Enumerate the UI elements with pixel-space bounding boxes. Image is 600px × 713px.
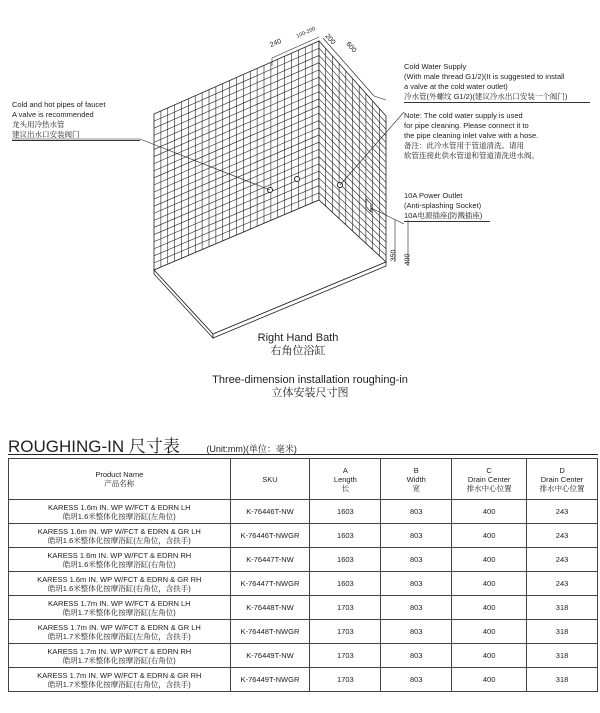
- dim-200: 200: [323, 32, 337, 47]
- header-line: Drain Center: [540, 474, 584, 484]
- product-name-cell: [9, 668, 231, 692]
- note-line: 冷水管(外螺纹 G1/2)(建议冷水出口安装一个阀门): [404, 92, 568, 101]
- dimension-line: [374, 96, 386, 100]
- column-header: [9, 459, 231, 500]
- faucet-pipes-note: [12, 100, 140, 141]
- sku-cell: K-76447T-NWGR: [230, 572, 310, 596]
- dim-100-200: 100-200: [295, 26, 317, 40]
- product-name-cell: [9, 596, 231, 620]
- b-cell: 803: [381, 548, 452, 572]
- table-row: [9, 572, 598, 596]
- header-line: Length: [333, 474, 357, 484]
- note-line: A valve is recommended: [12, 110, 94, 119]
- product-name: KARESS 1.6m IN. WP W/FCT & EDRN & GR RH: [37, 574, 202, 584]
- note-line: the pipe cleaning inlet valve with a hose.: [404, 131, 539, 140]
- header-line: A: [342, 465, 348, 475]
- b-cell: 803: [381, 596, 452, 620]
- sku-cell: K-76448T-NW: [230, 596, 310, 620]
- product-name: KARESS 1.7m IN. WP W/FCT & EDRN & GR RH: [37, 670, 202, 680]
- table-row: [9, 596, 598, 620]
- product-name-cell: [9, 572, 231, 596]
- product-name-cell: [9, 500, 231, 524]
- note-line: Cold and hot pipes of faucet: [12, 100, 106, 109]
- table-row: [9, 620, 598, 644]
- column-header: [452, 459, 527, 500]
- header-line: 长: [341, 483, 350, 493]
- d-cell: 318: [527, 620, 598, 644]
- product-cn: 皓玥1.7米整体化按摩浴缸(左角位): [62, 607, 176, 617]
- note-line: (Anti-splashing Socket): [404, 201, 482, 210]
- note-line: 10A Power Outlet: [404, 191, 463, 200]
- c-cell: 400: [452, 596, 527, 620]
- column-header: [310, 459, 381, 500]
- d-cell: 243: [527, 500, 598, 524]
- roughing-in-table: [8, 458, 598, 692]
- product-cn: 皓玥1.6米整体化按摩浴缸(右角位，含扶手): [47, 583, 191, 593]
- d-cell: 318: [527, 644, 598, 668]
- sku-cell: K-76449T-NWGR: [230, 668, 310, 692]
- d-cell: 243: [527, 572, 598, 596]
- caption-line: Right Hand Bath: [257, 332, 339, 344]
- header-line: 产品名称: [104, 479, 135, 488]
- column-header: [381, 459, 452, 500]
- a-cell: 1603: [310, 572, 381, 596]
- d-cell: 318: [527, 596, 598, 620]
- c-cell: 400: [452, 572, 527, 596]
- table-row: [9, 668, 598, 692]
- caption-line: 右角位浴缸: [270, 345, 326, 357]
- header-line: C: [486, 465, 492, 475]
- header-line: D: [559, 465, 565, 475]
- caption-line: Three-dimension installation roughing-in: [212, 374, 408, 386]
- header-line: 排水中心位置: [539, 483, 585, 493]
- pipe-outlet-icon: [295, 177, 300, 182]
- column-header: [230, 459, 310, 500]
- note-line: 软管连接此供水管道和管道清洗进水阀。: [404, 151, 539, 160]
- sku-cell: K-76449T-NW: [230, 644, 310, 668]
- note-line: Note: The cold water supply is used: [404, 111, 523, 120]
- product-name-cell: [9, 548, 231, 572]
- note-line: (With male thread G1/2)(It is suggested to install: [404, 72, 565, 81]
- table-row: [9, 548, 598, 572]
- product-cn: 皓玥1.6米整体化按摩浴缸(右角位): [62, 559, 176, 569]
- header-line: Product Name: [95, 470, 144, 479]
- table-row: [9, 524, 598, 548]
- product-cn: 皓玥1.6米整体化按摩浴缸(左角位，含扶手): [47, 535, 191, 545]
- dim-400: 400: [404, 253, 412, 266]
- sku-cell: K-76448T-NWGR: [230, 620, 310, 644]
- a-cell: 1603: [310, 548, 381, 572]
- a-cell: 1703: [310, 644, 381, 668]
- product-name: KARESS 1.7m IN. WP W/FCT & EDRN RH: [47, 646, 192, 656]
- c-cell: 400: [452, 644, 527, 668]
- table-row: [9, 500, 598, 524]
- d-cell: 318: [527, 668, 598, 692]
- sku-cell: K-76447T-NW: [230, 548, 310, 572]
- power-outlet-note: [404, 191, 490, 222]
- header-line: Drain Center: [467, 474, 511, 484]
- caption-3d-installation: [190, 374, 430, 400]
- product-name: KARESS 1.6m IN. WP W/FCT & EDRN RH: [47, 550, 192, 560]
- product-name-cell: [9, 524, 231, 548]
- b-cell: 803: [381, 524, 452, 548]
- b-cell: 803: [381, 620, 452, 644]
- c-cell: 400: [452, 668, 527, 692]
- product-name-cell: [9, 620, 231, 644]
- product-cn: 皓玥1.7米整体化按摩浴缸(右角位): [62, 655, 176, 665]
- product-name: KARESS 1.6m IN. WP W/FCT & EDRN LH: [47, 502, 191, 512]
- product-cn: 皓玥1.7米整体化按摩浴缸(右角位，含扶手): [47, 679, 191, 689]
- cold-water-supply-note: [404, 62, 590, 103]
- product-name: KARESS 1.6m IN. WP W/FCT & EDRN & GR LH: [37, 526, 201, 536]
- c-cell: 400: [452, 620, 527, 644]
- d-cell: 243: [527, 524, 598, 548]
- note-line: 龙头用冷热水管: [12, 120, 65, 129]
- product-name: KARESS 1.7m IN. WP W/FCT & EDRN LH: [47, 598, 191, 608]
- caption-line: 立体安装尺寸图: [271, 387, 349, 399]
- c-cell: 400: [452, 548, 527, 572]
- note-line: 10A电源插座(防溅插座): [404, 211, 483, 220]
- dim-350: 350: [390, 249, 398, 262]
- c-cell: 400: [452, 500, 527, 524]
- header-line: 排水中心位置: [466, 483, 512, 493]
- b-cell: 803: [381, 572, 452, 596]
- note-line: a valve at the cold water outlet): [404, 82, 508, 91]
- note-line: for pipe cleaning. Please connect it to: [404, 121, 529, 130]
- sku-cell: K-76446T-NW: [230, 500, 310, 524]
- sku-cell: K-76446T-NWGR: [230, 524, 310, 548]
- a-cell: 1703: [310, 620, 381, 644]
- b-cell: 803: [381, 668, 452, 692]
- b-cell: 803: [381, 500, 452, 524]
- note-line: 备注：此冷水管用于管道清洗。请用: [404, 141, 524, 150]
- column-header: [527, 459, 598, 500]
- a-cell: 1603: [310, 500, 381, 524]
- product-cn: 皓玥1.6米整体化按摩浴缸(左角位): [62, 511, 176, 521]
- product-name: KARESS 1.7m IN. WP W/FCT & EDRN & GR LH: [37, 622, 201, 632]
- b-cell: 803: [381, 644, 452, 668]
- header-line: SKU: [262, 474, 278, 484]
- caption-right-hand-bath: [198, 332, 398, 358]
- a-cell: 1703: [310, 596, 381, 620]
- table-unit: (Unit:mm)(单位：毫米): [206, 444, 297, 454]
- table-title: ROUGHING-IN 尺寸表: [8, 437, 180, 456]
- note-line: Cold Water Supply: [404, 62, 467, 71]
- d-cell: 243: [527, 548, 598, 572]
- note-line: 建议出水口安装阀门: [12, 130, 80, 139]
- dim-600: 600: [344, 40, 358, 55]
- table-row: [9, 644, 598, 668]
- header-line: B: [413, 465, 419, 475]
- table-title-bar: [8, 432, 598, 455]
- c-cell: 400: [452, 524, 527, 548]
- product-name-cell: [9, 644, 231, 668]
- header-line: 宽: [412, 483, 421, 493]
- table-header-row: [9, 459, 598, 500]
- product-cn: 皓玥1.7米整体化按摩浴缸(左角位，含扶手): [47, 631, 191, 641]
- a-cell: 1603: [310, 524, 381, 548]
- dim-240: 240: [269, 37, 283, 50]
- header-line: Width: [406, 474, 426, 484]
- a-cell: 1703: [310, 668, 381, 692]
- cold-water-cleaning-note: [404, 111, 539, 161]
